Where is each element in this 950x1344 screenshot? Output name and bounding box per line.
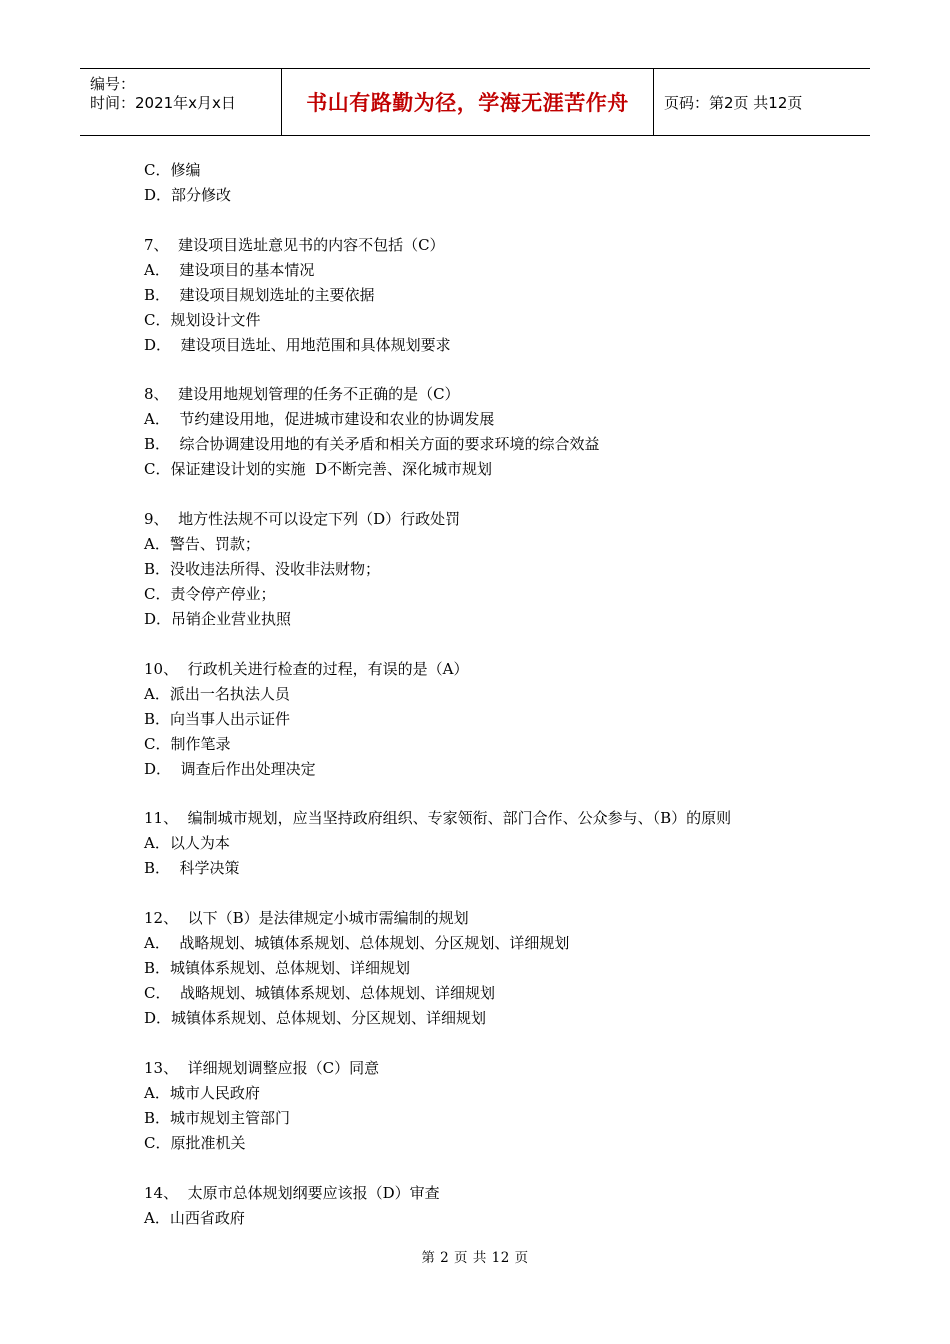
- header-meta: [80, 69, 282, 135]
- option-text: C．责令停产停业；: [144, 585, 276, 604]
- option-text: B．向当事人出示证件: [144, 709, 291, 728]
- option-text: A． 战略规划、城镇体系规划、总体规划、分区规划、详细规划: [144, 934, 570, 953]
- block-gap: [144, 358, 834, 383]
- block-gap: [144, 782, 834, 807]
- block-gap: [144, 881, 834, 906]
- question-block: [144, 158, 834, 208]
- option-text: B．没收违法所得、没收非法财物；: [144, 560, 381, 579]
- question-block: [144, 657, 834, 782]
- option-text: C． 战略规划、城镇体系规划、总体规划、详细规划: [144, 984, 496, 1003]
- question-block: [144, 1056, 834, 1156]
- option-text: C．保证建设计划的实施 D不断完善、深化城市规划: [144, 460, 493, 479]
- header-motto: 书山有路勤为径，学海无涯苦作舟: [282, 69, 654, 135]
- question-text: 10、 行政机关进行检查的过程，有误的是（A）: [144, 659, 469, 678]
- block-gap: [144, 208, 834, 233]
- option-text: B． 建设项目规划选址的主要依据: [144, 285, 375, 304]
- option-text: B． 科学决策: [144, 859, 240, 878]
- option-text: B． 综合协调建设用地的有关矛盾和相关方面的要求环境的综合效益: [144, 435, 600, 454]
- question-text: 9、 地方性法规不可以设定下列（D）行政处罚: [144, 510, 461, 529]
- option-text: D． 建设项目选址、用地范围和具体规划要求: [144, 335, 451, 354]
- option-text: D． 调查后作出处理决定: [144, 759, 316, 778]
- question-block: [144, 507, 834, 632]
- page-header: [80, 68, 870, 136]
- option-text: A． 节约建设用地，促进城市建设和农业的协调发展: [144, 410, 495, 429]
- question-block: [144, 233, 834, 358]
- question-text: 8、 建设用地规划管理的任务不正确的是（C）: [144, 385, 460, 404]
- question-list: [144, 158, 834, 1231]
- question-block: [144, 382, 834, 482]
- block-gap: [144, 482, 834, 507]
- option-text: A．派出一名执法人员: [144, 684, 290, 703]
- page-footer: 第 2 页 共 12 页: [421, 1250, 529, 1266]
- option-text: A． 建设项目的基本情况: [144, 260, 315, 279]
- option-text: C．原批准机关: [144, 1133, 246, 1152]
- number-label: 编号：: [90, 75, 136, 93]
- question-text: 13、 详细规划调整应报（C）同意: [144, 1058, 380, 1077]
- time-label: 时间：2021年x月x日: [90, 94, 236, 112]
- option-text: A．警告、罚款；: [144, 535, 260, 554]
- question-text: 7、 建设项目选址意见书的内容不包括（C）: [144, 235, 445, 254]
- question-text: 12、 以下（B）是法律规定小城市需编制的规划: [144, 909, 469, 928]
- question-block: [144, 906, 834, 1031]
- header-page-label: 页码：第2页 共12页: [664, 93, 803, 112]
- option-text: C．规划设计文件: [144, 310, 261, 329]
- option-text: C．制作笔录: [144, 734, 231, 753]
- option-text: D．吊销企业营业执照: [144, 610, 292, 629]
- option-text: A．城市人民政府: [144, 1083, 260, 1102]
- option-text: B．城市规划主管部门: [144, 1108, 291, 1127]
- block-gap: [144, 1156, 834, 1181]
- question-text: 14、 太原市总体规划纲要应该报（D）审查: [144, 1183, 440, 1202]
- option-text: A．以人为本: [144, 834, 230, 853]
- question-text: 11、 编制城市规划，应当坚持政府组织、专家领衔、部门合作、公众参与、（B）的原则: [144, 809, 732, 828]
- block-gap: [144, 1031, 834, 1056]
- option-text: B．城镇体系规划、总体规划、详细规划: [144, 959, 411, 978]
- option-text: D．部分修改: [144, 186, 232, 204]
- option-text: A．山西省政府: [144, 1208, 245, 1227]
- question-block: [144, 1181, 834, 1231]
- question-block: [144, 806, 834, 881]
- block-gap: [144, 632, 834, 657]
- option-text: D．城镇体系规划、总体规划、分区规划、详细规划: [144, 1009, 487, 1028]
- option-text: C．修编: [144, 161, 201, 179]
